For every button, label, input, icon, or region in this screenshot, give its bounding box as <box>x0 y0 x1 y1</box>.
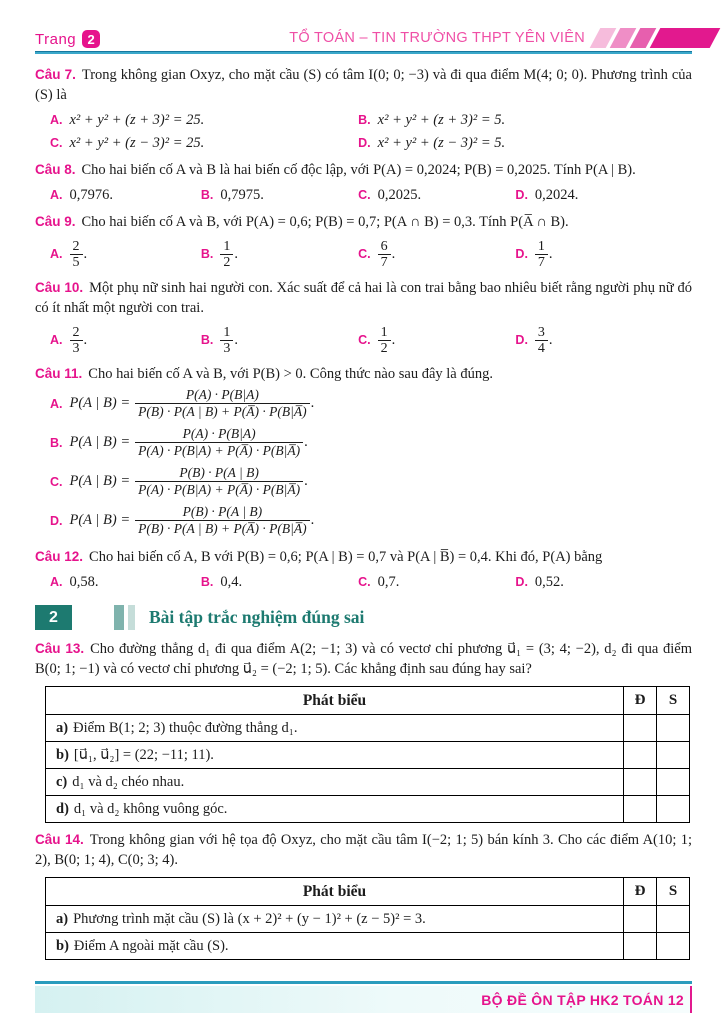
question-8-text: Câu 8. Cho hai biến cố A và B là hai biến cố độc lập, với P(A) = 0,2024; P(B) = 0,2025. Tính P(A | B). <box>35 162 636 178</box>
page-header <box>0 0 725 48</box>
fraction <box>135 465 303 498</box>
option-letter: C. <box>50 474 63 489</box>
question-7-label: Câu 7. <box>35 67 76 82</box>
section-bar-icon <box>128 605 135 630</box>
answer-cell-false <box>657 742 690 769</box>
question-12 <box>35 547 692 592</box>
answer-cell-false <box>657 906 690 933</box>
fraction <box>135 504 309 537</box>
option-suffix: . <box>310 395 315 411</box>
table-row <box>46 933 690 960</box>
table-row <box>46 769 690 796</box>
header-title: TỔ TOÁN – TIN TRƯỜNG THPT YÊN VIÊN <box>289 30 585 46</box>
section-2-banner <box>35 605 692 630</box>
question-7 <box>35 65 692 153</box>
question-11-label: Câu 11. <box>35 366 83 381</box>
fraction <box>220 325 233 356</box>
fraction-denominator: 7 <box>378 254 391 270</box>
question-12-options <box>50 572 692 592</box>
question-9 <box>35 212 692 271</box>
fraction <box>535 325 548 356</box>
option-suffix: . <box>83 246 88 262</box>
footer-text: BỘ ĐỀ ÔN TẬP HK2 TOÁN 12 <box>481 991 684 1008</box>
fraction-numerator: P(A) · P(B|A) <box>185 387 259 402</box>
option-b <box>358 110 692 130</box>
answer-cell-false <box>657 796 690 823</box>
table-header-row <box>46 878 690 906</box>
false-column-header: S <box>657 878 690 906</box>
statement-text: d₁ và d₂ không vuông góc. <box>73 800 228 817</box>
true-false-table <box>45 686 690 823</box>
option-b <box>201 572 358 592</box>
fraction-numerator: P(B) · P(A | B) <box>179 465 259 480</box>
option-letter: D. <box>515 333 528 347</box>
option-c <box>358 185 515 205</box>
question-8 <box>35 160 692 205</box>
option-a <box>50 110 358 130</box>
fraction-denominator: P(B) · P(A | B) + P(A̅) · P(B|A̅) <box>135 520 309 537</box>
statement-text: Điểm B(1; 2; 3) thuộc đường thẳng d₁. <box>73 719 298 736</box>
question-10-label: Câu 10. <box>35 280 84 295</box>
option-suffix: . <box>304 434 308 450</box>
option-letter: C. <box>358 575 371 589</box>
formula-lhs: P(A | B) = <box>69 512 131 528</box>
option-text: 0,52. <box>534 574 564 590</box>
question-14-text: Câu 14. Trong không gian với hệ tọa độ Oxyz, cho mặt cầu tâm I(−2; 1; 5) bán kính 3. Cho các điểm A(10; 1; 2), B(0; 1; 4), C(0; 3; 4). <box>35 832 692 868</box>
option-suffix: . <box>391 246 396 262</box>
option-c <box>358 323 515 357</box>
question-14-label: Câu 14. <box>35 832 84 847</box>
option-letter: B. <box>200 188 214 202</box>
option-letter: D. <box>358 136 371 150</box>
fraction <box>70 325 83 356</box>
table-header-row <box>46 687 690 715</box>
option-letter: D. <box>515 575 528 589</box>
question-12-label: Câu 12. <box>35 549 84 564</box>
option-letter: C. <box>358 333 371 347</box>
answer-cell-true <box>624 742 657 769</box>
answer-cell-false <box>657 715 690 742</box>
option-text: 0,58. <box>69 574 99 590</box>
question-8-label: Câu 8. <box>35 162 76 177</box>
option-letter: A. <box>50 575 63 589</box>
option-text: 0,4. <box>220 574 243 590</box>
question-9-label: Câu 9. <box>35 214 76 229</box>
question-10-options <box>50 323 692 357</box>
option-suffix: . <box>391 332 396 348</box>
fraction-denominator: P(A) · P(B|A) + P(A̅) · P(B|A̅) <box>135 442 303 459</box>
row-key: a) <box>56 910 69 927</box>
question-14 <box>35 830 692 960</box>
option-d <box>515 572 692 592</box>
statement-header: Phát biểu <box>46 878 624 906</box>
option-c <box>358 237 515 271</box>
section-title: Bài tập trắc nghiệm đúng sai <box>149 607 365 627</box>
fraction <box>378 325 391 356</box>
option-suffix: . <box>234 332 238 348</box>
fraction-numerator: 2 <box>72 238 80 254</box>
option-d <box>515 323 692 357</box>
fraction-numerator: 1 <box>223 324 231 340</box>
option-text: 0,7. <box>377 574 400 590</box>
table-row <box>46 715 690 742</box>
table-row <box>46 742 690 769</box>
statement-text: Điểm A ngoài mặt cầu (S). <box>73 937 229 954</box>
option-b <box>201 323 358 357</box>
option-c <box>358 572 515 592</box>
row-key: c) <box>56 773 68 790</box>
question-11-text: Câu 11. Cho hai biến cố A và B, với P(B) > 0. Công thức nào sau đây là đúng. <box>35 366 493 382</box>
option-d <box>358 133 692 153</box>
question-13-label: Câu 13. <box>35 641 85 656</box>
statement-cell <box>46 715 624 742</box>
fraction <box>70 239 83 270</box>
question-12-text: Câu 12. Cho hai biến cố A, B với P(B) = 0,6; P(A | B) = 0,7 và P(A | B̅) = 0,4. Khi đó, P(A) bằng <box>35 549 603 565</box>
option-b <box>50 423 692 462</box>
table-row <box>46 906 690 933</box>
formula-lhs: P(A | B) = <box>69 434 131 450</box>
row-key: b) <box>56 937 69 954</box>
option-d <box>50 501 692 540</box>
statement-cell <box>46 933 624 960</box>
option-a <box>50 237 201 271</box>
option-text: x² + y² + (z + 3)² = 25. <box>69 112 205 128</box>
row-key: a) <box>56 719 69 736</box>
option-letter: D. <box>515 188 528 202</box>
stripe-4 <box>650 28 721 48</box>
option-text: 0,2025. <box>377 187 422 203</box>
question-10 <box>35 278 692 357</box>
option-suffix: . <box>234 246 238 262</box>
fraction-numerator: P(B) · P(A | B) <box>182 504 263 519</box>
page-number-badge: 2 <box>82 30 100 48</box>
fraction-numerator: 1 <box>537 238 545 254</box>
fraction <box>220 239 233 270</box>
true-column-header: Đ <box>624 687 657 715</box>
statement-cell <box>46 769 624 796</box>
formula-lhs: P(A | B) = <box>69 395 131 411</box>
option-text: x² + y² + (z − 3)² = 5. <box>377 135 506 151</box>
question-7-options <box>50 110 692 153</box>
option-letter: D. <box>515 247 528 261</box>
true-false-table <box>45 877 690 960</box>
section-bar-icon <box>114 605 124 630</box>
option-letter: C. <box>50 136 63 150</box>
question-8-options <box>50 185 692 205</box>
fraction-denominator: 2 <box>378 340 391 356</box>
formula-lhs: P(A | B) = <box>69 473 131 489</box>
answer-cell-true <box>624 715 657 742</box>
fraction-numerator: 6 <box>380 238 388 254</box>
question-10-text: Câu 10. Một phụ nữ sinh hai người con. Xác suất để cả hai là con trai bằng bao nhiêu biết rằng người phụ nữ đó có ít nhất một người con trai. <box>35 280 692 316</box>
option-letter: A. <box>50 113 63 127</box>
option-text: 0,2024. <box>534 187 579 203</box>
statement-header: Phát biểu <box>46 687 624 715</box>
statement-text: d₁ và d₂ chéo nhau. <box>72 773 185 790</box>
option-text: x² + y² + (z + 3)² = 5. <box>377 112 506 128</box>
option-d <box>515 237 692 271</box>
answer-cell-true <box>624 796 657 823</box>
answer-cell-false <box>657 769 690 796</box>
footer-bar <box>35 986 692 1013</box>
option-c <box>50 133 358 153</box>
question-11 <box>35 364 692 540</box>
footer-rule <box>35 981 692 984</box>
fraction <box>135 387 309 420</box>
fraction-numerator: 3 <box>537 324 545 340</box>
fraction-denominator: 7 <box>535 254 548 270</box>
fraction-denominator: P(B) · P(A | B) + P(A̅) · P(B|A̅) <box>135 403 309 420</box>
page-label: Trang <box>35 30 77 48</box>
fraction-numerator: 2 <box>72 324 80 340</box>
header-right <box>289 28 715 48</box>
option-a <box>50 323 201 357</box>
option-suffix: . <box>548 246 553 262</box>
option-letter: A. <box>50 247 63 261</box>
fraction-denominator: 5 <box>70 254 83 270</box>
statement-cell <box>46 796 624 823</box>
answer-cell-true <box>624 933 657 960</box>
option-letter: D. <box>50 513 63 528</box>
statement-cell <box>46 742 624 769</box>
fraction-denominator: 3 <box>220 340 233 356</box>
option-letter: A. <box>50 396 63 411</box>
option-a <box>50 572 201 592</box>
page-content <box>0 54 725 960</box>
option-letter: B. <box>200 575 214 589</box>
fraction <box>378 239 391 270</box>
answer-cell-true <box>624 769 657 796</box>
option-letter: B. <box>50 435 63 450</box>
option-suffix: . <box>83 332 88 348</box>
table-row <box>46 796 690 823</box>
statement-text: Phương trình mặt cầu (S) là (x + 2)² + (y − 1)² + (z − 5)² = 3. <box>73 910 426 927</box>
option-suffix: . <box>548 332 553 348</box>
fraction-numerator: P(A) · P(B|A) <box>182 426 256 441</box>
row-key: d) <box>56 800 69 817</box>
question-9-options <box>50 237 692 271</box>
option-letter: B. <box>200 333 214 347</box>
fraction-denominator: P(A) · P(B|A) + P(A̅) · P(B|A̅) <box>135 481 303 498</box>
statement-cell <box>46 906 624 933</box>
fraction <box>135 426 303 459</box>
option-text: 0,7976. <box>69 187 113 203</box>
option-suffix: . <box>304 473 308 489</box>
question-13-text: Câu 13. Cho đường thẳng d₁ đi qua điểm A(2; −1; 3) và có vectơ chỉ phương u⃗₁ = (3; 4; −2), d₂ đi qua điểm B(0; 1; −1) và có vectơ chỉ phương u⃗₂ = (−2; 1; 5). Các khẳng định sau đúng hay sai? <box>35 641 692 677</box>
option-a <box>50 384 692 423</box>
answer-cell-true <box>624 906 657 933</box>
false-column-header: S <box>657 687 690 715</box>
question-13 <box>35 639 692 823</box>
option-d <box>515 185 692 205</box>
row-key: b) <box>56 746 69 763</box>
question-9-text: Câu 9. Cho hai biến cố A và B, với P(A) = 0,6; P(B) = 0,7; P(A ∩ B) = 0,3. Tính P(A̅ ∩ B). <box>35 214 569 230</box>
section-number: 2 <box>35 605 72 630</box>
option-letter: C. <box>358 247 371 261</box>
option-suffix: . <box>310 512 315 528</box>
option-b <box>201 237 358 271</box>
fraction-numerator: 1 <box>223 238 231 254</box>
option-letter: B. <box>200 247 214 261</box>
true-column-header: Đ <box>624 878 657 906</box>
pink-stripes-icon <box>595 28 715 48</box>
statement-text: [u⃗₁, u⃗₂] = (22; −11; 11). <box>73 746 214 763</box>
option-letter: B. <box>358 113 371 127</box>
fraction-numerator: 1 <box>380 324 388 340</box>
question-7-text: Câu 7. Trong không gian Oxyz, cho mặt cầu (S) có tâm I(0; 0; −3) và đi qua điểm M(4; 0; 0). Phương trình của (S) là <box>35 67 692 103</box>
option-text: 0,7975. <box>220 187 264 203</box>
option-b <box>201 185 358 205</box>
option-text: x² + y² + (z − 3)² = 25. <box>69 135 205 151</box>
answer-cell-false <box>657 933 690 960</box>
option-a <box>50 185 201 205</box>
option-c <box>50 462 692 501</box>
page-number-group <box>35 30 100 48</box>
option-letter: A. <box>50 333 63 347</box>
option-letter: A. <box>50 188 63 202</box>
fraction-denominator: 4 <box>535 340 548 356</box>
option-letter: C. <box>358 188 371 202</box>
fraction-denominator: 2 <box>220 254 233 270</box>
fraction <box>535 239 548 270</box>
fraction-denominator: 3 <box>70 340 83 356</box>
